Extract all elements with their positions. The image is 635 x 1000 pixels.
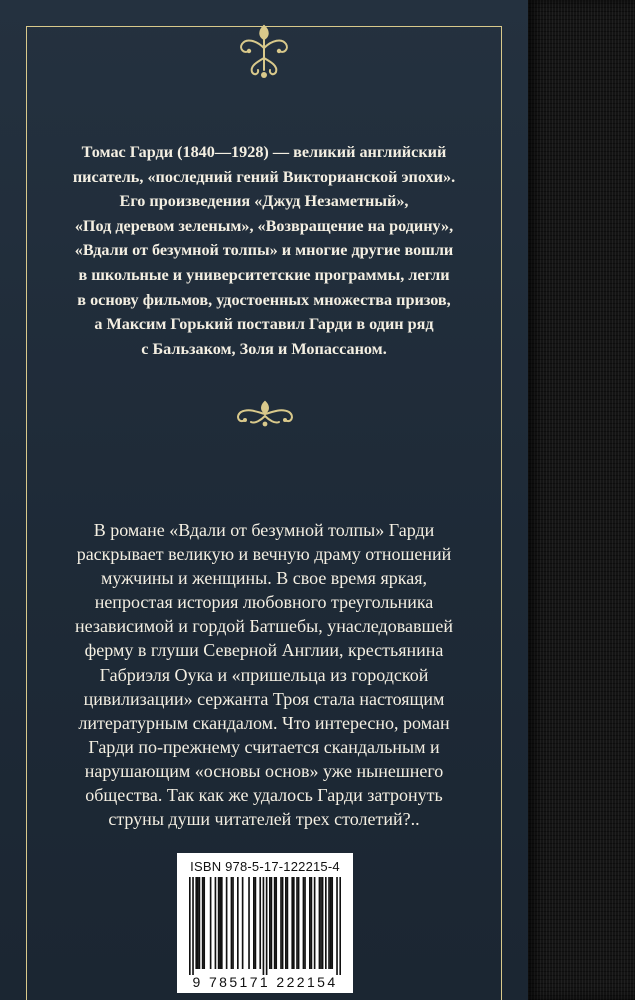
barcode-bar [253,877,255,969]
barcode-bar [195,877,197,969]
barcode-bar [215,877,217,969]
author-line: «Вдали от безумной толпы» и многие другие вошли [74,241,454,260]
barcode-bar [274,877,276,969]
fleur-ornament-icon [232,18,296,80]
barcode-bar [303,877,305,969]
barcode-label [177,853,353,993]
barcode-bar [282,877,284,969]
barcode-bar [248,877,250,969]
novel-line: независимой и гордой Батшебы, унаследовавшей [75,616,453,637]
author-line: с Бальзаком, Золя и Мопассаном. [141,339,387,358]
barcode-bar [311,877,313,969]
scroll-ornament-icon [231,398,299,430]
author-line: писатель, «последний гений Викторианской эпохи». [72,167,456,186]
barcode-bar [325,877,327,969]
novel-line: ферму в глуши Северной Англии, крестьянина [84,640,444,661]
barcode-bar [271,877,273,969]
barcode-bar [199,877,201,969]
barcode-bar [221,877,223,969]
author-line: «Под деревом зеленым», «Возвращение на родину», [74,216,454,235]
novel-description [42,518,486,831]
novel-line: мужчины и женщины. В свое время яркая, [101,568,427,589]
barcode-bar [202,877,204,969]
barcode-bar [210,877,212,969]
barcode-bar [285,877,287,969]
book-spine [528,0,635,1000]
barcode-bar [232,877,234,969]
barcode-bar [339,877,341,975]
barcode-bar [242,877,244,969]
barcode-bar [189,877,191,975]
novel-line: литературным скандалом. Что интересно, роман [78,712,450,733]
novel-line: Гарди по-прежнему считается скандальным и [88,736,440,757]
novel-line: раскрывает великую и вечную драму отношений [76,544,452,565]
barcode-bar [192,877,194,975]
barcode-bar [322,877,324,969]
barcode-bar [197,877,199,969]
author-line: в школьные и университетские программы, легли [78,265,450,284]
barcode-bar [219,877,221,969]
barcode-bar [269,877,271,969]
barcode-bar [280,877,282,969]
novel-line: общества. Так как же удалось Гарди затронуть [85,785,443,806]
barcode-bar [291,877,293,969]
author-line: а Максим Горький поставил Гарди в один ряд [94,315,434,334]
barcode-bar [330,877,332,969]
author-description [42,140,486,361]
barcode-bar [328,877,330,969]
author-line: Томас Гарди (1840—1928) — великий английский [81,143,447,161]
barcode-bar [237,877,239,969]
barcode-bar [320,877,322,969]
novel-line: В романе «Вдали от безумной толпы» Гарди [93,520,435,540]
barcode-bar [304,877,306,969]
novel-line: Габриэля Оука и «пришельца из городской [99,664,429,685]
barcode-bar [266,877,268,975]
barcode-bar [263,877,265,975]
barcode-bar [275,877,277,969]
barcode-bar [203,877,205,969]
novel-line: цивилизации» сержанта Троя стала настоящим [83,688,445,709]
barcode-bar [226,877,228,969]
author-line: Его произведения «Джуд Незаметный», [119,192,409,211]
barcode-bar [293,877,295,969]
barcode-digits: 9 785171 222154 [192,974,338,990]
barcode-bar [296,877,298,969]
barcode-bar [218,877,220,969]
novel-line: непростая история любовного треугольника [94,592,434,613]
author-line: в основу фильмов, удостоенных множества призов, [77,290,451,309]
barcode-bar [336,877,338,975]
isbn-number: ISBN 978-5-17-122215-4 [190,859,340,874]
barcode-bar [259,877,261,969]
barcode-bar [255,877,257,969]
barcode-bar [298,877,300,969]
barcode-bar [319,877,321,969]
barcode-bar [231,877,233,969]
barcode-bar [331,877,333,969]
novel-line: нарушающим «основы основ» уже нынешнего [84,760,444,781]
novel-line: струны души читателей трех столетий?.. [108,809,420,830]
barcode-bar [314,877,316,969]
barcode-bar [287,877,289,969]
barcode-icon [189,877,341,975]
barcode-bar [309,877,311,969]
